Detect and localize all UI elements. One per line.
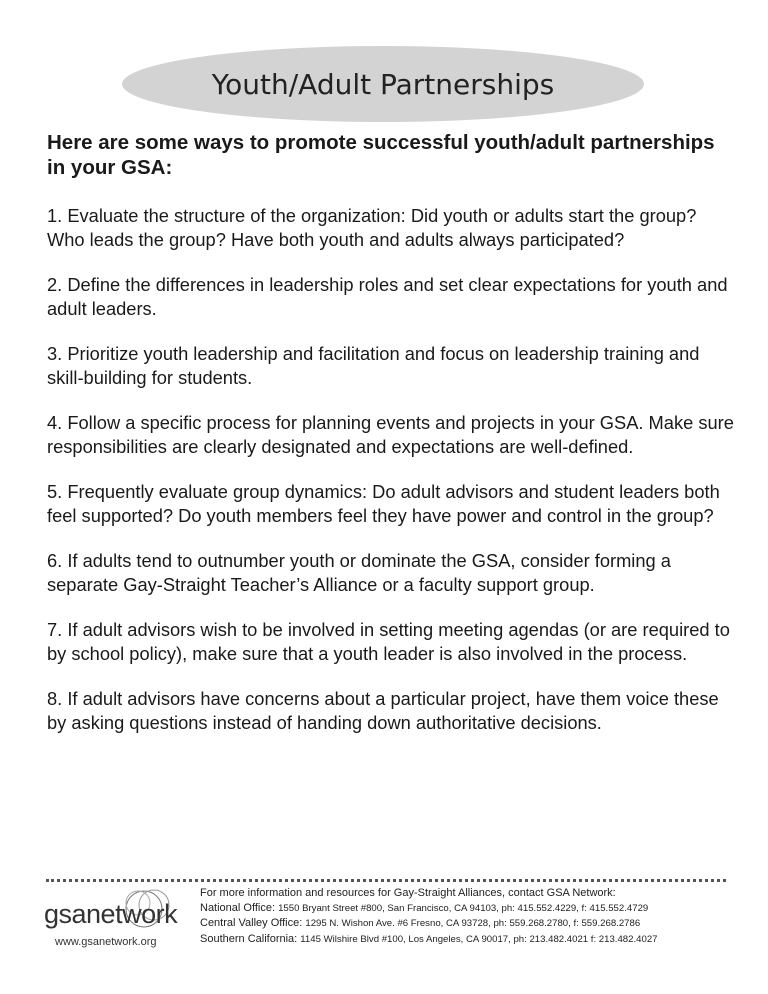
title-banner xyxy=(122,46,644,122)
tip-item: 2. Define the differences in leadership roles and set clear expectations for youth and adult leaders. xyxy=(47,274,728,319)
tip-item: 6. If adults tend to outnumber youth or dominate the GSA, consider forming a separate Gay-Straight Teacher’s Alliance or a faculty support group. xyxy=(47,550,671,595)
office-address: 1295 N. Wishon Ave. #6 Fresno, CA 93728, ph: 559.268.2780, f: 559.268.2786 xyxy=(305,918,641,929)
office-label: Southern California: xyxy=(200,932,298,945)
office-label: Central Valley Office: xyxy=(200,917,303,929)
tip-item: 3. Prioritize youth leadership and facilitation and focus on leadership training and skill-building for students. xyxy=(47,343,700,388)
logo-text: gsanetwork xyxy=(44,899,178,929)
office-row xyxy=(200,916,740,932)
tip-item: 1. Evaluate the structure of the organization: Did youth or adults start the group? Who leads the group? Have both youth and adults always participated? xyxy=(47,205,697,250)
office-address: 1550 Bryant Street #800, San Francisco, CA 94103, ph: 415.552.4229, f: 415.552.4729 xyxy=(278,902,649,914)
tip-item: 4. Follow a specific process for planning events and projects in your GSA. Make sure responsibilities are clearly designated and expectations are well-defined. xyxy=(47,412,734,457)
footer-divider xyxy=(46,879,726,882)
contact-info xyxy=(200,886,740,947)
tip-item: 7. If adult advisors wish to be involved in setting meeting agendas (or are required to by school policy), make sure that a youth leader is also involved in the process. xyxy=(47,619,730,664)
intro-heading: Here are some ways to promote successful youth/adult partnerships in your GSA: xyxy=(47,131,715,179)
website-link[interactable]: www.gsanetwork.org xyxy=(55,936,157,948)
office-label: National Office: xyxy=(200,901,276,914)
tips-list xyxy=(47,204,737,756)
office-row xyxy=(200,901,740,917)
tip-item: 5. Frequently evaluate group dynamics: Do adult advisors and student leaders both feel supported? Do youth members feel they have power and control in the group? xyxy=(47,481,720,526)
contact-intro: For more information and resources for Gay-Straight Alliances, contact GSA Network: xyxy=(200,887,616,899)
page-title: Youth/Adult Partnerships xyxy=(211,67,555,101)
office-row xyxy=(200,932,740,948)
tip-item: 8. If adult advisors have concerns about a particular project, have them voice these by asking questions instead of handing down authoritative decisions. xyxy=(47,688,719,733)
office-address: 1145 Wilshire Blvd #100, Los Angeles, CA 90017, ph: 213.482.4021 f: 213.482.4027 xyxy=(300,933,658,945)
